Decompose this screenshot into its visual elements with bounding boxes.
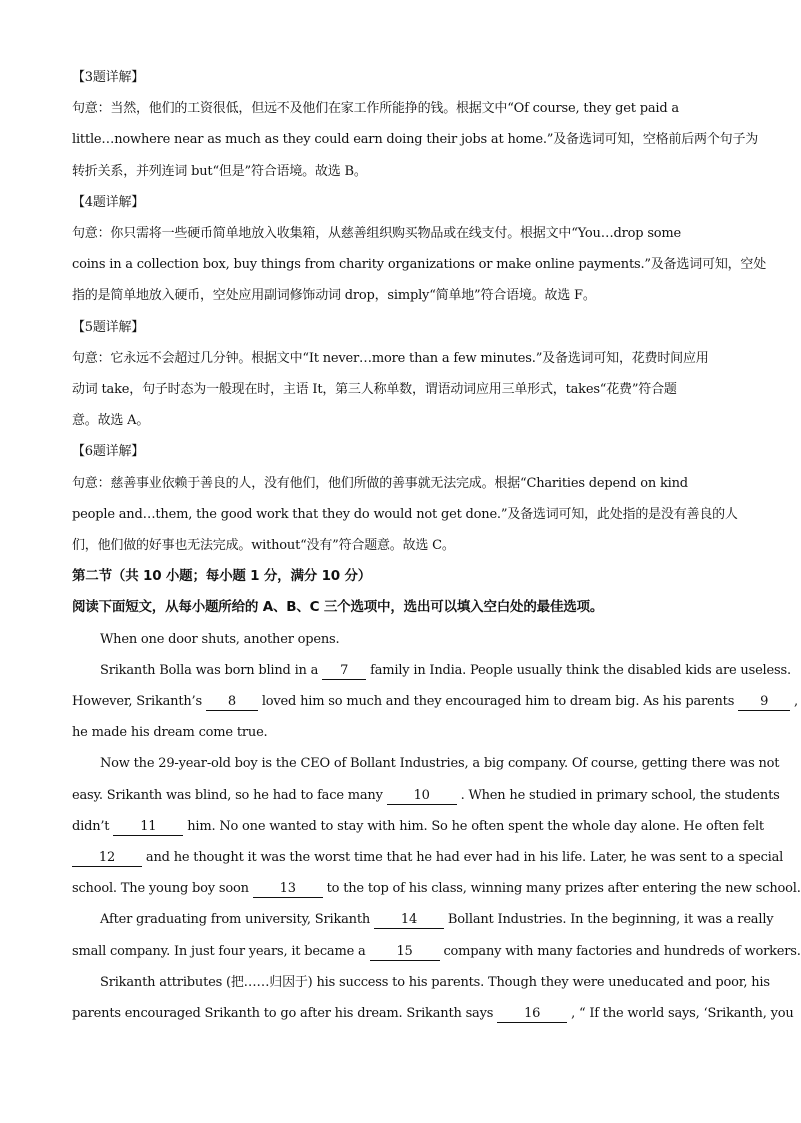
explanation-header: 【4题详解】	[72, 194, 145, 210]
blank-16[interactable]: 16	[497, 1006, 567, 1023]
explanation-line: 句意：慈善事业依赖于善良的人，没有他们，他们所做的善事就无法完成。根据“Charities depend on kind	[72, 475, 688, 491]
section-title: 第二节（共 10 小题；每小题 1 分，满分 10 分）	[72, 568, 372, 585]
explanation-line: 意。故选 A。	[72, 413, 150, 429]
blank-12[interactable]: 12	[72, 850, 142, 867]
passage-line: Srikanth Bolla was born blind in a 7 family in India. People usually think the disabled kids are useless.	[100, 662, 791, 678]
blank-10[interactable]: 10	[387, 788, 457, 805]
explanation-line: little…nowhere near as much as they could earn doing their jobs at home.”及备选词可知，空格前后两个句子为	[72, 132, 759, 148]
blank-9[interactable]: 9	[738, 694, 790, 711]
explanation-3	[72, 62, 759, 187]
passage-line: school. The young boy soon 13 to the top of his class, winning many prizes after entering the new school.	[72, 881, 801, 897]
explanation-4	[72, 187, 767, 312]
passage-line: small company. In just four years, it became a 15 company with many factories and hundreds of workers.	[72, 943, 801, 959]
blank-11[interactable]: 11	[113, 819, 183, 836]
blank-15[interactable]: 15	[370, 944, 440, 961]
blank-13[interactable]: 13	[253, 881, 323, 898]
explanation-6	[72, 436, 738, 561]
explanation-line: coins in a collection box, buy things from charity organizations or make online payments.”及备选词可知，空处	[72, 257, 767, 273]
passage-title: When one door shuts, another opens.	[100, 631, 340, 647]
explanation-header: 【6题详解】	[72, 444, 145, 460]
passage-line: he made his dream come true.	[72, 725, 268, 741]
explanation-line: 动词 take，句子时态为一般现在时，主语 It，第三人称单数，谓语动词应用三单形式，takes“花费”符合题	[72, 382, 677, 398]
explanation-line: 句意：当然，他们的工资很低，但远不及他们在家工作所能挣的钱。根据文中“Of course, they get paid a	[72, 101, 679, 117]
document-page	[72, 62, 801, 1029]
passage-line: 12 and he thought it was the worst time that he had ever had in his life. Later, he was sent to a special	[72, 842, 722, 873]
passage-line: Now the 29-year-old boy is the CEO of Bollant Industries, a big company. Of course, getting there was not	[100, 756, 780, 772]
passage-line: easy. Srikanth was blind, so he had to face many 10 . When he studied in primary school, the students	[72, 787, 780, 803]
blank-7[interactable]: 7	[322, 663, 366, 680]
passage-line: However, Srikanth’s 8 loved him so much and they encouraged him to dream big. As his parents 9 ,	[72, 694, 798, 710]
passage-line: didn’t 11 him. No one wanted to stay with him. So he often spent the whole day alone. He often felt	[72, 818, 764, 834]
explanation-line: 转折关系，并列连词 but“但是”符合语境。故选 B。	[72, 163, 367, 179]
explanation-5	[72, 312, 722, 437]
blank-14[interactable]: 14	[374, 912, 444, 929]
explanation-line: 句意：你只需将一些硬币简单地放入收集箱，从慈善组织购买物品或在线支付。根据文中“You…drop some	[72, 226, 682, 242]
passage-line: Srikanth attributes (把……归因于) his success to his parents. Though they were uneducated and poor, his	[100, 974, 770, 990]
explanation-line: people and…them, the good work that they do would not get done.”及备选词可知，此处指的是没有善良的人	[72, 506, 738, 522]
explanation-line: 句意：它永远不会超过几分钟。根据文中“It never…more than a few minutes.”及备选词可知，花费时间应用	[72, 350, 709, 366]
passage-line: parents encouraged Srikanth to go after his dream. Srikanth says 16 , “ If the world says, ‘Srikanth, you	[72, 1006, 794, 1022]
explanation-line: 指的是简单地放入硬币，空处应用副词修饰动词 drop，simply“简单地”符合语境。故选 F。	[72, 288, 596, 304]
section-instruction: 阅读下面短文，从每小题所给的 A、B、C 三个选项中，选出可以填入空白处的最佳选项。	[72, 599, 604, 616]
explanation-line: 们，他们做的好事也无法完成。without“没有”符合题意。故选 C。	[72, 538, 455, 554]
explanation-header: 【3题详解】	[72, 70, 145, 85]
blank-8[interactable]: 8	[206, 694, 258, 711]
passage-line: After graduating from university, Srikanth 14 Bollant Industries. In the beginning, it was a really	[100, 912, 774, 928]
explanation-header: 【5题详解】	[72, 319, 145, 335]
